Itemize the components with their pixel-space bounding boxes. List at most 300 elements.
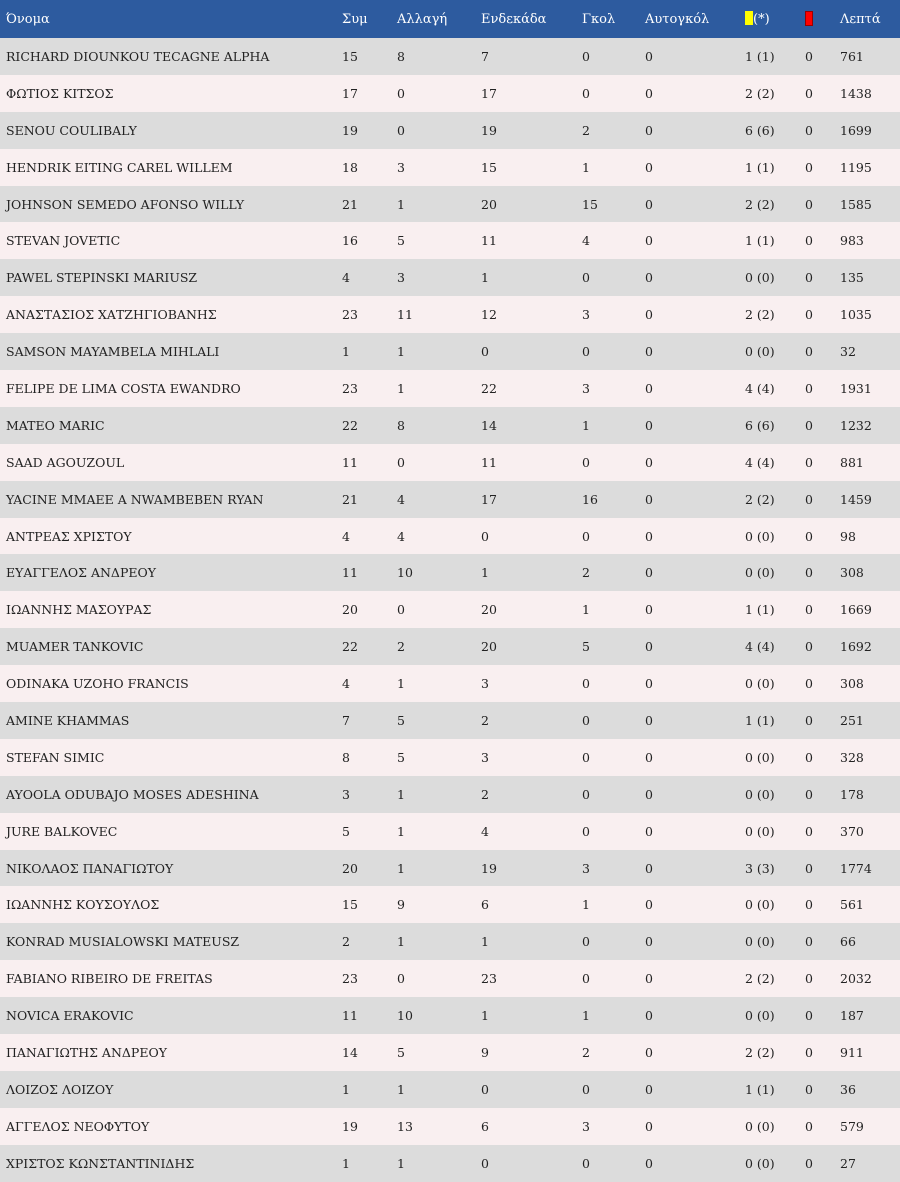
cell-substitutions: 1 bbox=[397, 1081, 405, 1097]
cell-appearances: 23 bbox=[342, 307, 358, 323]
cell-yellow-cards: 1 (1) bbox=[745, 48, 775, 64]
cell-appearances: 23 bbox=[342, 380, 358, 396]
cell-goals: 0 bbox=[582, 48, 590, 64]
cell-player-name: AYOOLA ODUBAJO MOSES ADESHINA bbox=[6, 786, 259, 802]
cell-appearances: 4 bbox=[342, 528, 350, 544]
cell-minutes: 561 bbox=[840, 897, 864, 913]
cell-minutes: 1195 bbox=[840, 159, 872, 175]
table-row bbox=[0, 665, 900, 702]
cell-appearances: 7 bbox=[342, 712, 350, 728]
yellow-card-suffix: (*) bbox=[753, 12, 770, 27]
cell-substitutions: 11 bbox=[397, 307, 413, 323]
cell-substitutions: 1 bbox=[397, 786, 405, 802]
cell-goals: 0 bbox=[582, 344, 590, 360]
cell-minutes: 27 bbox=[840, 1155, 856, 1171]
cell-own-goals: 0 bbox=[645, 1008, 653, 1024]
cell-goals: 0 bbox=[582, 971, 590, 987]
table-row bbox=[0, 554, 900, 591]
table-body bbox=[0, 38, 900, 1182]
table-row bbox=[0, 997, 900, 1034]
cell-red-cards: 0 bbox=[805, 1118, 813, 1134]
cell-starts: 0 bbox=[481, 1155, 489, 1171]
cell-player-name: NOVICA ERAKOVIC bbox=[6, 1008, 134, 1024]
cell-own-goals: 0 bbox=[645, 823, 653, 839]
cell-appearances: 11 bbox=[342, 565, 358, 581]
cell-substitutions: 1 bbox=[397, 823, 405, 839]
cell-appearances: 22 bbox=[342, 639, 358, 655]
cell-minutes: 761 bbox=[840, 48, 864, 64]
cell-own-goals: 0 bbox=[645, 380, 653, 396]
cell-own-goals: 0 bbox=[645, 122, 653, 138]
cell-appearances: 11 bbox=[342, 454, 358, 470]
table-row bbox=[0, 1108, 900, 1145]
cell-appearances: 4 bbox=[342, 270, 350, 286]
table-row bbox=[0, 850, 900, 887]
cell-goals: 15 bbox=[582, 196, 598, 212]
cell-own-goals: 0 bbox=[645, 897, 653, 913]
cell-own-goals: 0 bbox=[645, 602, 653, 618]
cell-player-name: ΙΩΑΝΝΗΣ ΜΑΣΟΥΡΑΣ bbox=[6, 602, 152, 618]
cell-player-name: ODINAKA UZOHO FRANCIS bbox=[6, 676, 189, 692]
cell-starts: 2 bbox=[481, 712, 489, 728]
cell-own-goals: 0 bbox=[645, 528, 653, 544]
cell-player-name: ΑΝΑΣΤΑΣΙΟΣ ΧΑΤΖΗΓΙΟΒΑΝΗΣ bbox=[6, 307, 217, 323]
cell-appearances: 1 bbox=[342, 344, 350, 360]
cell-own-goals: 0 bbox=[645, 344, 653, 360]
cell-minutes: 1931 bbox=[840, 380, 872, 396]
cell-appearances: 1 bbox=[342, 1155, 350, 1171]
table-row bbox=[0, 186, 900, 223]
table-row bbox=[0, 886, 900, 923]
cell-red-cards: 0 bbox=[805, 196, 813, 212]
cell-goals: 1 bbox=[582, 602, 590, 618]
cell-starts: 1 bbox=[481, 1008, 489, 1024]
cell-minutes: 308 bbox=[840, 565, 864, 581]
cell-own-goals: 0 bbox=[645, 85, 653, 101]
cell-own-goals: 0 bbox=[645, 233, 653, 249]
cell-starts: 12 bbox=[481, 307, 497, 323]
cell-substitutions: 10 bbox=[397, 1008, 413, 1024]
cell-starts: 3 bbox=[481, 749, 489, 765]
cell-starts: 11 bbox=[481, 454, 497, 470]
cell-substitutions: 1 bbox=[397, 380, 405, 396]
cell-substitutions: 0 bbox=[397, 971, 405, 987]
cell-yellow-cards: 0 (0) bbox=[745, 823, 775, 839]
cell-substitutions: 3 bbox=[397, 159, 405, 175]
cell-own-goals: 0 bbox=[645, 159, 653, 175]
cell-yellow-cards: 0 (0) bbox=[745, 749, 775, 765]
cell-minutes: 308 bbox=[840, 676, 864, 692]
cell-minutes: 911 bbox=[840, 1044, 864, 1060]
header-row bbox=[0, 0, 900, 38]
cell-minutes: 36 bbox=[840, 1081, 856, 1097]
cell-red-cards: 0 bbox=[805, 233, 813, 249]
cell-player-name: ΠΑΝΑΓΙΩΤΗΣ ΑΝΔΡΕΟΥ bbox=[6, 1044, 167, 1060]
table-row bbox=[0, 296, 900, 333]
cell-red-cards: 0 bbox=[805, 270, 813, 286]
cell-minutes: 1774 bbox=[840, 860, 872, 876]
cell-starts: 1 bbox=[481, 934, 489, 950]
cell-red-cards: 0 bbox=[805, 1008, 813, 1024]
cell-own-goals: 0 bbox=[645, 1044, 653, 1060]
cell-appearances: 3 bbox=[342, 786, 350, 802]
header-own-goals[interactable]: Αυτογκόλ bbox=[645, 11, 710, 27]
header-minutes[interactable]: Λεπτά bbox=[840, 11, 881, 27]
cell-own-goals: 0 bbox=[645, 712, 653, 728]
cell-goals: 1 bbox=[582, 897, 590, 913]
cell-goals: 0 bbox=[582, 1155, 590, 1171]
cell-substitutions: 1 bbox=[397, 676, 405, 692]
table-row bbox=[0, 407, 900, 444]
cell-own-goals: 0 bbox=[645, 971, 653, 987]
cell-red-cards: 0 bbox=[805, 897, 813, 913]
cell-appearances: 23 bbox=[342, 971, 358, 987]
cell-appearances: 2 bbox=[342, 934, 350, 950]
cell-own-goals: 0 bbox=[645, 270, 653, 286]
table-row bbox=[0, 38, 900, 75]
cell-yellow-cards: 1 (1) bbox=[745, 159, 775, 175]
cell-appearances: 15 bbox=[342, 897, 358, 913]
cell-yellow-cards: 2 (2) bbox=[745, 196, 775, 212]
cell-minutes: 983 bbox=[840, 233, 864, 249]
cell-substitutions: 2 bbox=[397, 639, 405, 655]
cell-appearances: 20 bbox=[342, 602, 358, 618]
cell-own-goals: 0 bbox=[645, 676, 653, 692]
cell-yellow-cards: 0 (0) bbox=[745, 786, 775, 802]
cell-substitutions: 0 bbox=[397, 122, 405, 138]
table-row bbox=[0, 813, 900, 850]
cell-goals: 3 bbox=[582, 307, 590, 323]
cell-red-cards: 0 bbox=[805, 676, 813, 692]
cell-own-goals: 0 bbox=[645, 307, 653, 323]
cell-appearances: 8 bbox=[342, 749, 350, 765]
cell-yellow-cards: 2 (2) bbox=[745, 307, 775, 323]
table-row bbox=[0, 591, 900, 628]
cell-own-goals: 0 bbox=[645, 491, 653, 507]
cell-starts: 20 bbox=[481, 602, 497, 618]
cell-substitutions: 3 bbox=[397, 270, 405, 286]
cell-minutes: 32 bbox=[840, 344, 856, 360]
cell-own-goals: 0 bbox=[645, 196, 653, 212]
cell-player-name: YACINE MMAEE A NWAMBEBEN RYAN bbox=[6, 491, 264, 507]
cell-starts: 0 bbox=[481, 1081, 489, 1097]
cell-yellow-cards: 2 (2) bbox=[745, 971, 775, 987]
cell-goals: 2 bbox=[582, 1044, 590, 1060]
cell-substitutions: 1 bbox=[397, 196, 405, 212]
cell-minutes: 1699 bbox=[840, 122, 872, 138]
cell-yellow-cards: 0 (0) bbox=[745, 897, 775, 913]
cell-yellow-cards: 1 (1) bbox=[745, 233, 775, 249]
header-red-cards[interactable] bbox=[799, 0, 834, 38]
cell-starts: 22 bbox=[481, 380, 497, 396]
table-row bbox=[0, 739, 900, 776]
cell-substitutions: 13 bbox=[397, 1118, 413, 1134]
cell-yellow-cards: 0 (0) bbox=[745, 1118, 775, 1134]
header-substitutions[interactable]: Αλλαγή bbox=[397, 11, 448, 27]
cell-player-name: STEFAN SIMIC bbox=[6, 749, 105, 765]
cell-red-cards: 0 bbox=[805, 159, 813, 175]
cell-appearances: 4 bbox=[342, 676, 350, 692]
cell-player-name: KONRAD MUSIALOWSKI MATEUSZ bbox=[6, 934, 240, 950]
cell-minutes: 187 bbox=[840, 1008, 864, 1024]
cell-appearances: 17 bbox=[342, 85, 358, 101]
cell-player-name: ΙΩΑΝΝΗΣ ΚΟΥΣΟΥΛΟΣ bbox=[6, 897, 160, 913]
cell-minutes: 135 bbox=[840, 270, 864, 286]
cell-goals: 3 bbox=[582, 860, 590, 876]
table-row bbox=[0, 259, 900, 296]
cell-minutes: 328 bbox=[840, 749, 864, 765]
cell-appearances: 20 bbox=[342, 860, 358, 876]
cell-starts: 17 bbox=[481, 491, 497, 507]
cell-red-cards: 0 bbox=[805, 85, 813, 101]
cell-substitutions: 1 bbox=[397, 1155, 405, 1171]
cell-goals: 2 bbox=[582, 122, 590, 138]
table-row bbox=[0, 960, 900, 997]
table-row bbox=[0, 112, 900, 149]
cell-starts: 15 bbox=[481, 159, 497, 175]
cell-red-cards: 0 bbox=[805, 307, 813, 323]
cell-goals: 0 bbox=[582, 934, 590, 950]
cell-appearances: 14 bbox=[342, 1044, 358, 1060]
cell-red-cards: 0 bbox=[805, 823, 813, 839]
cell-substitutions: 4 bbox=[397, 491, 405, 507]
cell-yellow-cards: 4 (4) bbox=[745, 639, 775, 655]
cell-substitutions: 5 bbox=[397, 233, 405, 249]
cell-yellow-cards: 2 (2) bbox=[745, 85, 775, 101]
cell-red-cards: 0 bbox=[805, 639, 813, 655]
cell-yellow-cards: 0 (0) bbox=[745, 565, 775, 581]
cell-appearances: 22 bbox=[342, 417, 358, 433]
cell-starts: 23 bbox=[481, 971, 497, 987]
cell-player-name: RICHARD DIOUNKOU TECAGNE ALPHA bbox=[6, 48, 270, 64]
cell-substitutions: 0 bbox=[397, 602, 405, 618]
cell-own-goals: 0 bbox=[645, 565, 653, 581]
cell-appearances: 19 bbox=[342, 1118, 358, 1134]
cell-goals: 0 bbox=[582, 454, 590, 470]
table-row bbox=[0, 1071, 900, 1108]
cell-minutes: 66 bbox=[840, 934, 856, 950]
cell-appearances: 5 bbox=[342, 823, 350, 839]
cell-minutes: 881 bbox=[840, 454, 864, 470]
cell-red-cards: 0 bbox=[805, 860, 813, 876]
cell-red-cards: 0 bbox=[805, 417, 813, 433]
cell-substitutions: 0 bbox=[397, 454, 405, 470]
cell-minutes: 1669 bbox=[840, 602, 872, 618]
cell-own-goals: 0 bbox=[645, 454, 653, 470]
cell-starts: 20 bbox=[481, 196, 497, 212]
cell-player-name: HENDRIK EITING CAREL WILLEM bbox=[6, 159, 233, 175]
red-card-icon bbox=[805, 11, 813, 26]
cell-minutes: 370 bbox=[840, 823, 864, 839]
cell-goals: 0 bbox=[582, 676, 590, 692]
cell-red-cards: 0 bbox=[805, 1044, 813, 1060]
cell-player-name: ΧΡΙΣΤΟΣ ΚΩΝΣΤΑΝΤΙΝΙΔΗΣ bbox=[6, 1155, 195, 1171]
cell-goals: 0 bbox=[582, 528, 590, 544]
cell-starts: 1 bbox=[481, 565, 489, 581]
cell-goals: 5 bbox=[582, 639, 590, 655]
table-row bbox=[0, 370, 900, 407]
cell-red-cards: 0 bbox=[805, 934, 813, 950]
cell-starts: 0 bbox=[481, 528, 489, 544]
yellow-card-icon bbox=[745, 11, 753, 25]
cell-starts: 9 bbox=[481, 1044, 489, 1060]
cell-minutes: 1692 bbox=[840, 639, 872, 655]
cell-starts: 19 bbox=[481, 122, 497, 138]
cell-substitutions: 0 bbox=[397, 85, 405, 101]
cell-yellow-cards: 0 (0) bbox=[745, 934, 775, 950]
cell-own-goals: 0 bbox=[645, 48, 653, 64]
cell-player-name: FABIANO RIBEIRO DE FREITAS bbox=[6, 971, 213, 987]
cell-goals: 0 bbox=[582, 823, 590, 839]
cell-appearances: 19 bbox=[342, 122, 358, 138]
table-row bbox=[0, 1145, 900, 1182]
table-row bbox=[0, 628, 900, 665]
cell-player-name: ΑΓΓΕΛΟΣ ΝΕΟΦΥΤΟΥ bbox=[6, 1118, 150, 1134]
table-row bbox=[0, 444, 900, 481]
cell-goals: 16 bbox=[582, 491, 598, 507]
cell-yellow-cards: 0 (0) bbox=[745, 270, 775, 286]
cell-starts: 7 bbox=[481, 48, 489, 64]
cell-minutes: 178 bbox=[840, 786, 864, 802]
cell-red-cards: 0 bbox=[805, 749, 813, 765]
cell-substitutions: 5 bbox=[397, 749, 405, 765]
cell-red-cards: 0 bbox=[805, 48, 813, 64]
cell-substitutions: 5 bbox=[397, 712, 405, 728]
cell-appearances: 21 bbox=[342, 491, 358, 507]
cell-appearances: 15 bbox=[342, 48, 358, 64]
cell-yellow-cards: 0 (0) bbox=[745, 1155, 775, 1171]
cell-red-cards: 0 bbox=[805, 122, 813, 138]
cell-yellow-cards: 1 (1) bbox=[745, 1081, 775, 1097]
cell-player-name: ΛΟΙΖΟΣ ΛΟΙΖΟΥ bbox=[6, 1081, 114, 1097]
cell-own-goals: 0 bbox=[645, 1081, 653, 1097]
cell-own-goals: 0 bbox=[645, 639, 653, 655]
cell-player-name: MUAMER TANKOVIC bbox=[6, 639, 144, 655]
cell-own-goals: 0 bbox=[645, 860, 653, 876]
cell-goals: 0 bbox=[582, 1081, 590, 1097]
cell-red-cards: 0 bbox=[805, 565, 813, 581]
cell-starts: 20 bbox=[481, 639, 497, 655]
cell-goals: 1 bbox=[582, 417, 590, 433]
cell-goals: 0 bbox=[582, 85, 590, 101]
cell-yellow-cards: 0 (0) bbox=[745, 528, 775, 544]
cell-minutes: 1585 bbox=[840, 196, 872, 212]
cell-goals: 0 bbox=[582, 749, 590, 765]
cell-player-name: SENOU COULIBALY bbox=[6, 122, 137, 138]
cell-red-cards: 0 bbox=[805, 344, 813, 360]
cell-starts: 17 bbox=[481, 85, 497, 101]
cell-own-goals: 0 bbox=[645, 934, 653, 950]
cell-yellow-cards: 6 (6) bbox=[745, 122, 775, 138]
cell-player-name: MATEO MARIC bbox=[6, 417, 105, 433]
cell-goals: 0 bbox=[582, 712, 590, 728]
table-row bbox=[0, 75, 900, 112]
cell-yellow-cards: 1 (1) bbox=[745, 712, 775, 728]
cell-yellow-cards: 6 (6) bbox=[745, 417, 775, 433]
cell-red-cards: 0 bbox=[805, 454, 813, 470]
cell-yellow-cards: 0 (0) bbox=[745, 1008, 775, 1024]
cell-red-cards: 0 bbox=[805, 1081, 813, 1097]
cell-substitutions: 8 bbox=[397, 417, 405, 433]
cell-player-name: SAAD AGOUZOUL bbox=[6, 454, 125, 470]
cell-goals: 2 bbox=[582, 565, 590, 581]
table-row bbox=[0, 702, 900, 739]
table-row bbox=[0, 149, 900, 186]
cell-player-name: ΝΙΚΟΛΑΟΣ ΠΑΝΑΓΙΩΤΟΥ bbox=[6, 860, 174, 876]
header-appearances[interactable]: Συμ bbox=[342, 11, 368, 27]
cell-player-name: STEVAN JOVETIC bbox=[6, 233, 121, 249]
cell-minutes: 2032 bbox=[840, 971, 872, 987]
cell-red-cards: 0 bbox=[805, 602, 813, 618]
table-row bbox=[0, 1034, 900, 1071]
cell-own-goals: 0 bbox=[645, 1155, 653, 1171]
cell-minutes: 1035 bbox=[840, 307, 872, 323]
table-row bbox=[0, 333, 900, 370]
cell-red-cards: 0 bbox=[805, 1155, 813, 1171]
cell-red-cards: 0 bbox=[805, 971, 813, 987]
cell-own-goals: 0 bbox=[645, 1118, 653, 1134]
cell-yellow-cards: 2 (2) bbox=[745, 1044, 775, 1060]
cell-red-cards: 0 bbox=[805, 786, 813, 802]
cell-starts: 6 bbox=[481, 1118, 489, 1134]
cell-starts: 4 bbox=[481, 823, 489, 839]
cell-starts: 11 bbox=[481, 233, 497, 249]
cell-substitutions: 1 bbox=[397, 344, 405, 360]
cell-starts: 2 bbox=[481, 786, 489, 802]
cell-red-cards: 0 bbox=[805, 380, 813, 396]
cell-player-name: JURE BALKOVEC bbox=[6, 823, 118, 839]
header-yellow-cards[interactable] bbox=[739, 0, 799, 38]
cell-substitutions: 1 bbox=[397, 934, 405, 950]
cell-own-goals: 0 bbox=[645, 786, 653, 802]
cell-substitutions: 10 bbox=[397, 565, 413, 581]
cell-yellow-cards: 2 (2) bbox=[745, 491, 775, 507]
cell-substitutions: 1 bbox=[397, 860, 405, 876]
cell-yellow-cards: 0 (0) bbox=[745, 676, 775, 692]
header-goals[interactable]: Γκολ bbox=[582, 11, 616, 27]
cell-player-name: ΑΝΤΡΕΑΣ ΧΡΙΣΤΟΥ bbox=[6, 528, 132, 544]
cell-starts: 0 bbox=[481, 344, 489, 360]
cell-appearances: 21 bbox=[342, 196, 358, 212]
cell-own-goals: 0 bbox=[645, 749, 653, 765]
table-row bbox=[0, 518, 900, 555]
cell-yellow-cards: 1 (1) bbox=[745, 602, 775, 618]
header-starts[interactable]: Ενδεκάδα bbox=[481, 11, 547, 27]
cell-player-name: SAMSON MAYAMBELA MIHLALI bbox=[6, 344, 220, 360]
header-name[interactable]: Όνομα bbox=[6, 11, 50, 27]
cell-substitutions: 5 bbox=[397, 1044, 405, 1060]
cell-player-name: JOHNSON SEMEDO AFONSO WILLY bbox=[6, 196, 245, 212]
table-row bbox=[0, 923, 900, 960]
cell-starts: 6 bbox=[481, 897, 489, 913]
cell-minutes: 98 bbox=[840, 528, 856, 544]
cell-starts: 1 bbox=[481, 270, 489, 286]
table-row bbox=[0, 776, 900, 813]
cell-appearances: 18 bbox=[342, 159, 358, 175]
cell-minutes: 251 bbox=[840, 712, 864, 728]
cell-starts: 3 bbox=[481, 676, 489, 692]
cell-appearances: 11 bbox=[342, 1008, 358, 1024]
cell-starts: 19 bbox=[481, 860, 497, 876]
cell-minutes: 1438 bbox=[840, 85, 872, 101]
cell-goals: 3 bbox=[582, 1118, 590, 1134]
cell-goals: 0 bbox=[582, 270, 590, 286]
table-header bbox=[0, 0, 900, 38]
cell-goals: 1 bbox=[582, 1008, 590, 1024]
cell-substitutions: 8 bbox=[397, 48, 405, 64]
cell-substitutions: 9 bbox=[397, 897, 405, 913]
cell-player-name: AMINE KHAMMAS bbox=[6, 712, 130, 728]
